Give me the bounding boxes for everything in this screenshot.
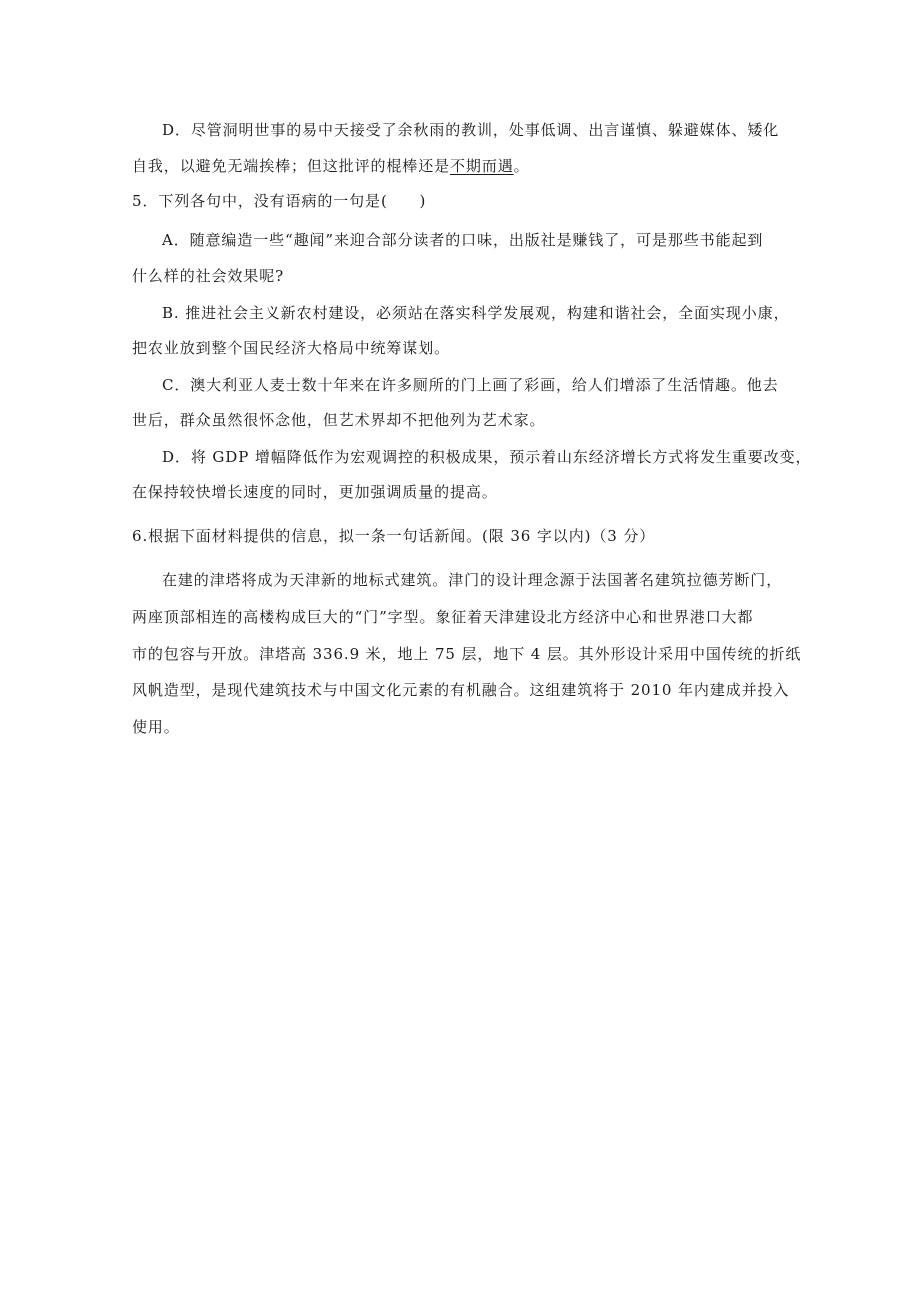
q5-option-a-line2: 什么样的社会效果呢? <box>132 267 285 285</box>
q6-passage-line2: 两座顶部相连的高楼构成巨大的“门”字型。象征着天津建设北方经济中心和世界港口大都 <box>132 608 754 626</box>
period: 。 <box>513 157 530 175</box>
q5-option-c-line1: C．澳大利亚人麦士数十年来在许多厕所的门上画了彩画，给人们增添了生活情趣。他去 <box>162 376 779 394</box>
q5-option-a-line1: A．随意编造一些“趣闻”来迎合部分读者的口味，出版社是赚钱了，可是那些书能起到 <box>162 231 764 249</box>
q5-option-d-line2: 在保持较快增长速度的同时，更加强调质量的提高。 <box>132 483 498 501</box>
q5-option-b-line1: B. 推进社会主义新农村建设，必须站在落实科学发展观，构建和谐社会，全面实现小康， <box>162 304 790 322</box>
q6-stem: 6.根据下面材料提供的信息，拟一条一句话新闻。(限 36 字以内)（3 分） <box>132 527 656 545</box>
q4-option-d-text: 自我，以避免无端挨棒；但这批评的棍棒还是 <box>132 157 451 175</box>
underlined-idiom: 不期而遇 <box>450 157 514 175</box>
q5-stem: 5．下列各句中，没有语病的一句是( ) <box>132 192 427 210</box>
q4-option-d-line1: D．尽管洞明世事的易中天接受了余秋雨的教训，处事低调、出言谨慎、躲避媒体、矮化 <box>162 121 780 139</box>
q6-passage-line4: 风帆造型，是现代建筑技术与中国文化元素的有机融合。这组建筑将于 2010 年内建成并投入 <box>132 681 790 699</box>
q6-passage-line3: 市的包容与开放。津塔高 336.9 米，地上 75 层，地下 4 层。其外形设计采用中国传统的折纸 <box>132 645 802 663</box>
q5-option-b-line2: 把农业放到整个国民经济大格局中统筹谋划。 <box>132 339 451 357</box>
q5-option-c-line2: 世后，群众虽然很怀念他，但艺术界却不把他列为艺术家。 <box>132 411 546 429</box>
q6-passage-line5: 使用。 <box>132 718 180 736</box>
q4-option-d-line2 <box>132 155 530 177</box>
q6-passage-line1: 在建的津塔将成为天津新的地标式建筑。津门的设计理念源于法国著名建筑拉德芳断门， <box>162 571 783 589</box>
q5-option-d-line1: D．将 GDP 增幅降低作为宏观调控的积极成果，预示着山东经济增长方式将发生重要改变， <box>162 448 812 466</box>
